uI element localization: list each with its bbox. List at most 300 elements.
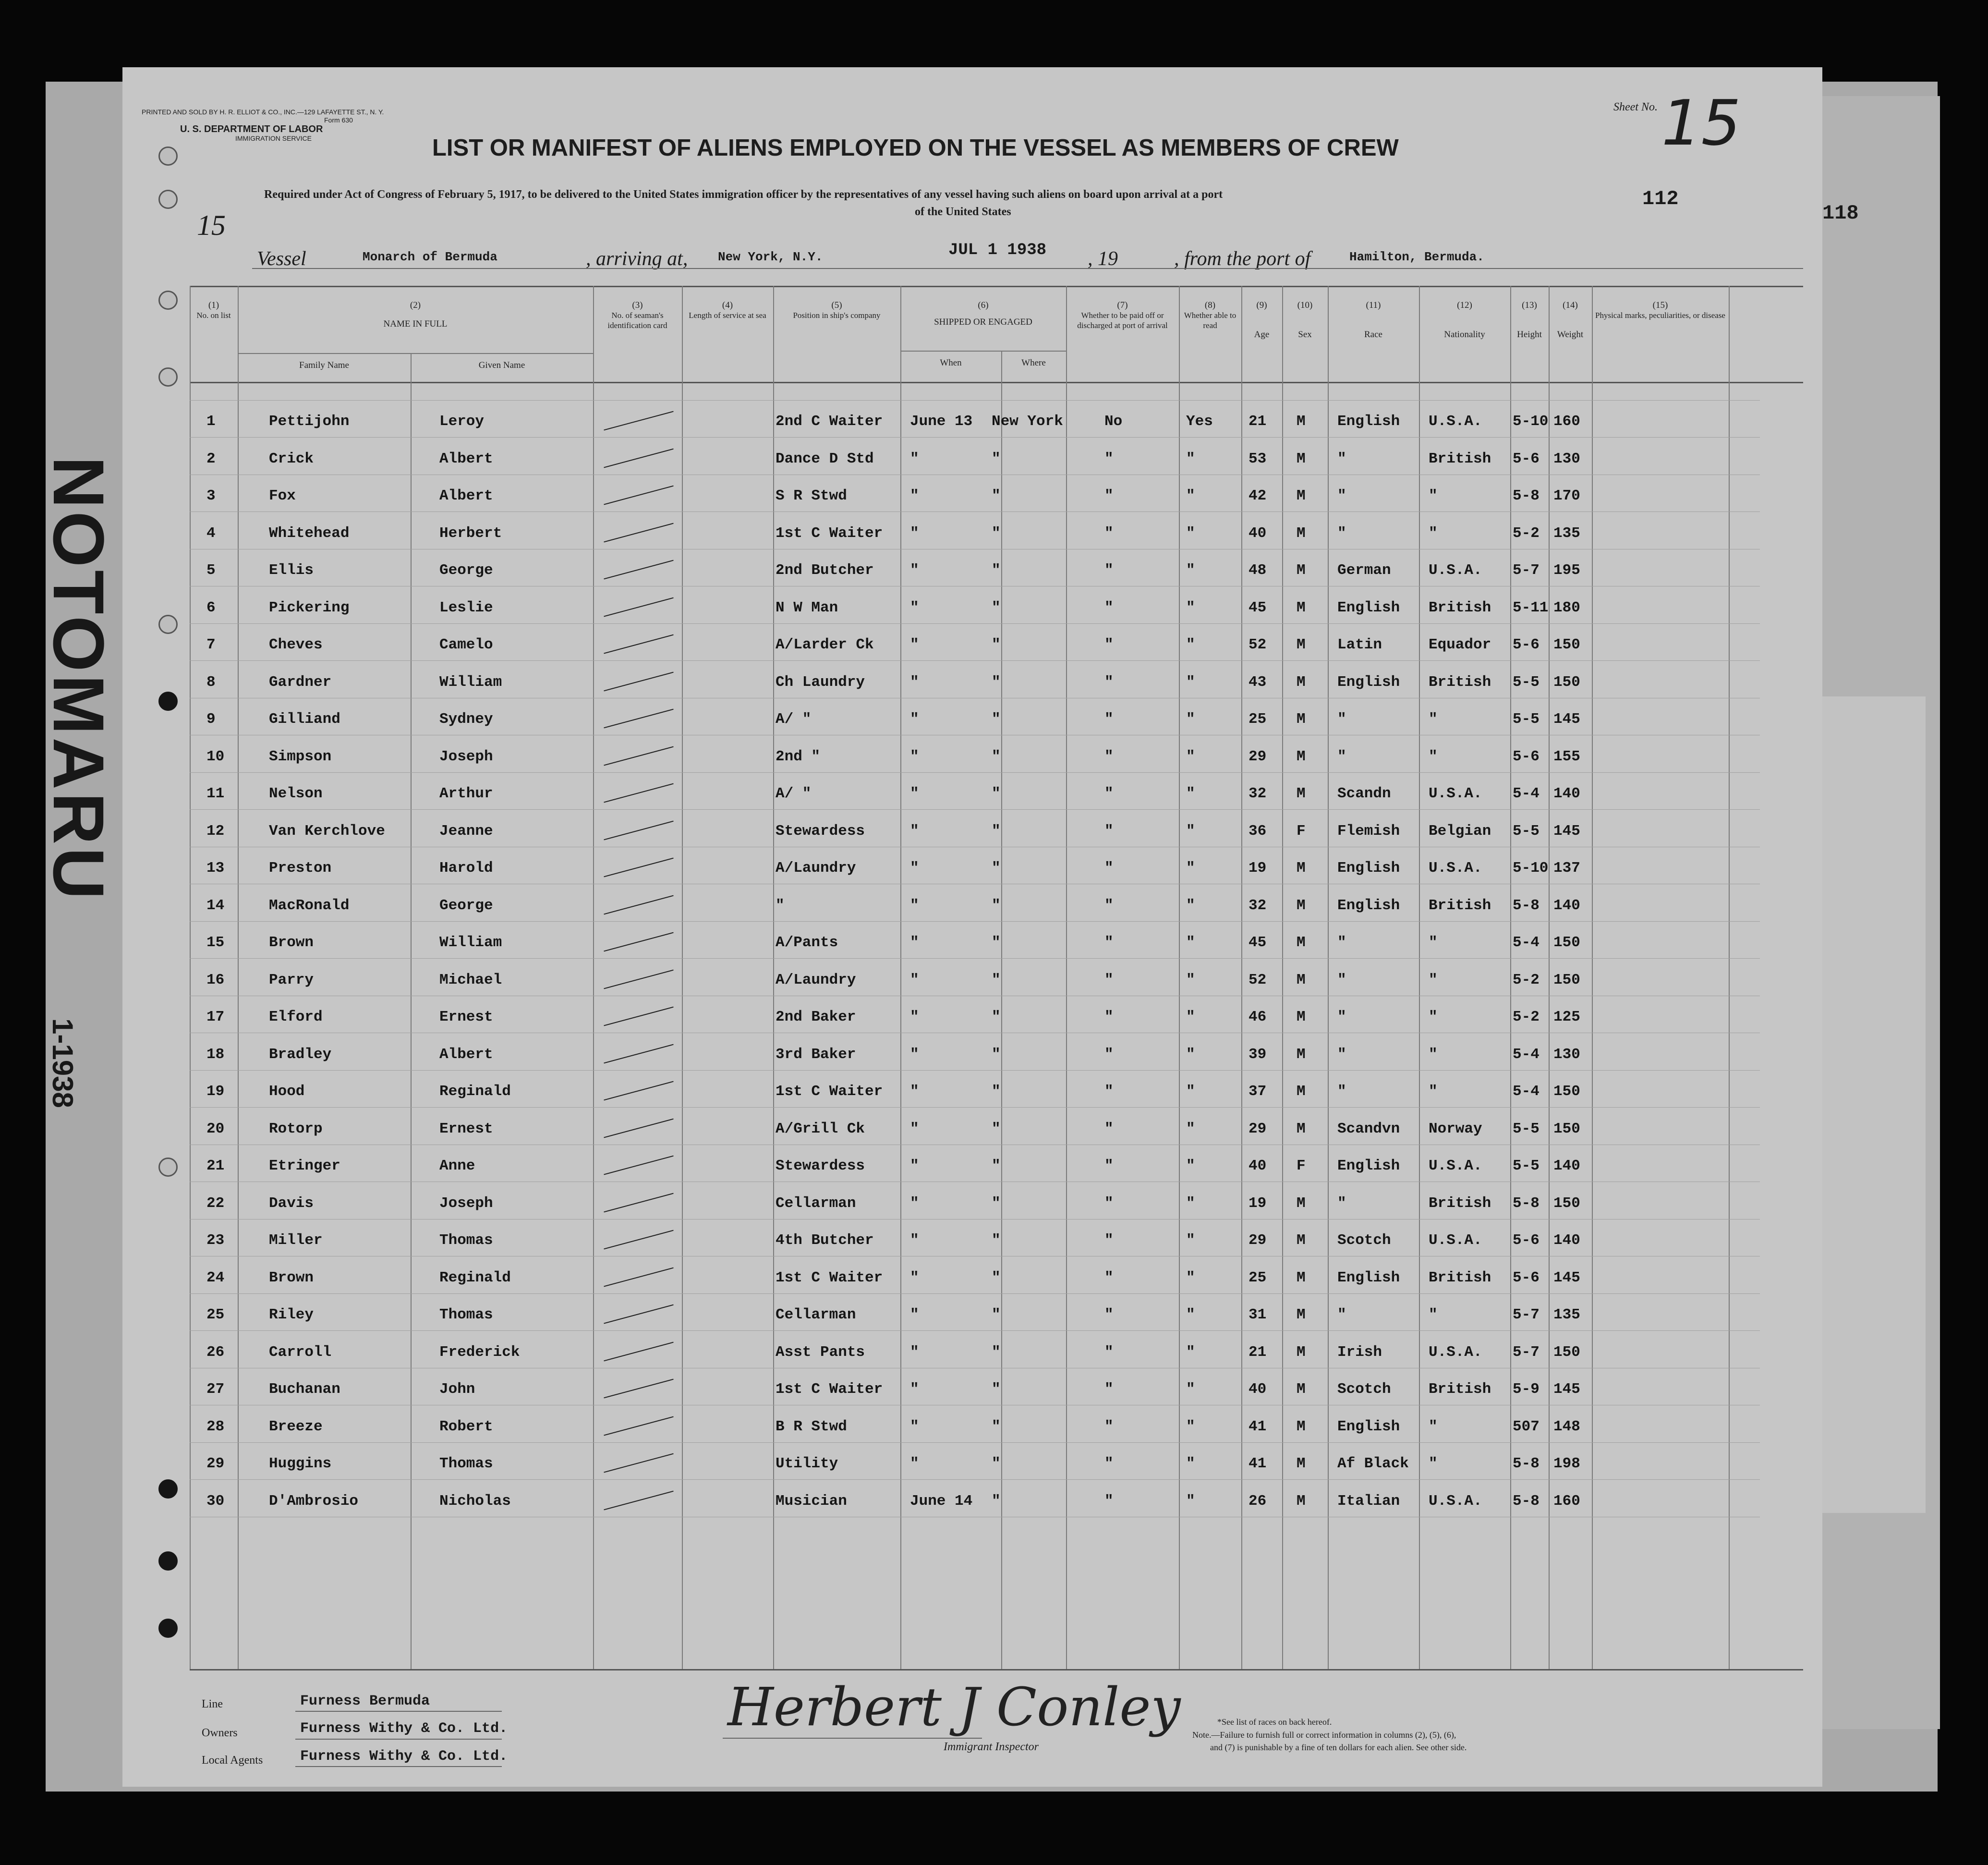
race: " — [1337, 1306, 1346, 1323]
position: Stewardess — [776, 1158, 865, 1174]
age: 29 — [1249, 748, 1267, 765]
shipped-when: " — [910, 599, 919, 616]
given-name: Reginald — [439, 1083, 511, 1100]
given-name: George — [439, 897, 493, 914]
weight: 155 — [1553, 748, 1580, 765]
row-rule — [190, 437, 1760, 438]
paid-off: " — [1104, 636, 1114, 653]
departure-port: Hamilton, Bermuda. — [1349, 250, 1484, 264]
paid-off: " — [1104, 971, 1114, 988]
height: 5-5 — [1513, 822, 1539, 840]
sex: M — [1297, 785, 1306, 802]
shipped-where: " — [992, 450, 1001, 467]
family-name: Parry — [269, 971, 314, 988]
given-name: Harold — [439, 860, 493, 877]
age: 52 — [1249, 636, 1267, 653]
shipped-where: " — [992, 1120, 1001, 1137]
nationality: " — [1429, 1046, 1438, 1063]
given-name: Robert — [439, 1418, 493, 1435]
able-to-read: " — [1186, 1083, 1195, 1100]
nationality: U.S.A. — [1429, 413, 1482, 430]
position: B R Stwd — [776, 1418, 847, 1435]
agents-label: Local Agents — [202, 1754, 263, 1767]
family-name: Bradley — [269, 1046, 332, 1063]
race: Scandn — [1337, 785, 1391, 802]
col-rule — [593, 286, 594, 1669]
row-number: 5 — [206, 562, 216, 579]
given-name: Frederick — [439, 1343, 520, 1361]
height: 5-5 — [1513, 1120, 1539, 1137]
fine-note-2: and (7) is punishable by a fine of ten dollars for each alien. See other side. — [1210, 1743, 1467, 1752]
stamp-112: 112 — [1642, 187, 1679, 210]
arrival-date: JUL 1 1938 — [948, 241, 1047, 259]
row-number: 3 — [206, 488, 216, 504]
row-number: 28 — [206, 1418, 225, 1435]
given-name: Albert — [439, 1046, 493, 1063]
able-to-read: Yes — [1186, 413, 1213, 430]
position: A/Grill Ck — [776, 1120, 865, 1137]
paid-off: " — [1104, 1381, 1114, 1398]
table-top-rule — [190, 286, 1803, 287]
given-name: Ernest — [439, 1120, 493, 1137]
position: Utility — [776, 1455, 838, 1472]
height: 5-6 — [1513, 636, 1539, 653]
family-name: Gilliand — [269, 711, 340, 728]
row-number: 24 — [206, 1269, 225, 1286]
nationality: " — [1429, 748, 1438, 765]
shipped-when: " — [910, 1195, 919, 1212]
weight: 137 — [1553, 860, 1580, 877]
shipped-when: June 14 — [910, 1492, 973, 1510]
age: 40 — [1249, 1381, 1267, 1398]
shipped-when: " — [910, 1232, 919, 1249]
col-rule — [682, 286, 683, 1669]
able-to-read: " — [1186, 636, 1195, 653]
shipped-where: " — [992, 1009, 1001, 1025]
family-name: Ellis — [269, 562, 314, 579]
age: 45 — [1249, 934, 1267, 951]
able-to-read: " — [1186, 673, 1195, 691]
shipped-when: " — [910, 673, 919, 691]
height: 5-8 — [1513, 488, 1539, 504]
position: A/Pants — [776, 934, 838, 951]
form-number: Form 630 — [324, 116, 353, 124]
sex: M — [1297, 1083, 1306, 1100]
col6b-header: Where — [1021, 358, 1046, 368]
height: 5-8 — [1513, 897, 1539, 914]
col-rule — [1282, 286, 1283, 1669]
punch-hole — [158, 692, 178, 711]
col2a-header: Family Name — [299, 360, 349, 370]
race: English — [1337, 1158, 1400, 1174]
nationality: British — [1429, 673, 1491, 691]
shipped-when: " — [910, 1009, 919, 1025]
shipped-where: " — [992, 748, 1001, 765]
able-to-read: " — [1186, 897, 1195, 914]
given-name: Michael — [439, 971, 502, 988]
paid-off: " — [1104, 1083, 1114, 1100]
family-name: Breeze — [269, 1418, 323, 1435]
col-rule — [411, 353, 412, 1669]
weight: 148 — [1553, 1418, 1580, 1435]
vessel-underline — [252, 268, 1803, 269]
family-name: Preston — [269, 860, 332, 877]
weight: 140 — [1553, 1232, 1580, 1249]
weight: 150 — [1553, 971, 1580, 988]
id-card-dash — [604, 671, 673, 691]
id-card-dash — [604, 1118, 673, 1138]
given-name: Reginald — [439, 1269, 511, 1286]
given-name: Camelo — [439, 636, 493, 653]
weight: 140 — [1553, 897, 1580, 914]
manifest-sheet — [122, 67, 1859, 1787]
race: English — [1337, 860, 1400, 877]
position: Cellarman — [776, 1195, 856, 1212]
punch-hole — [158, 1158, 178, 1177]
able-to-read: " — [1186, 1120, 1195, 1137]
shipped-when: " — [910, 860, 919, 877]
shipped-when: " — [910, 562, 919, 579]
height: 5-7 — [1513, 562, 1539, 579]
weight: 150 — [1553, 636, 1580, 653]
inspector-signature: Herbert J Conley — [727, 1676, 1181, 1738]
col-rule — [1066, 286, 1067, 1669]
nationality: U.S.A. — [1429, 860, 1482, 877]
id-card-dash — [604, 597, 673, 617]
shipped-where: " — [992, 1083, 1001, 1100]
sex: M — [1297, 711, 1306, 728]
position: Ch Laundry — [776, 673, 865, 691]
able-to-read: " — [1186, 711, 1195, 728]
sex: M — [1297, 1269, 1306, 1286]
race: " — [1337, 748, 1346, 765]
sex: M — [1297, 413, 1306, 430]
shipped-when: " — [910, 711, 919, 728]
sex: M — [1297, 673, 1306, 691]
weight: 150 — [1553, 673, 1580, 691]
able-to-read: " — [1186, 1418, 1195, 1435]
given-name: Albert — [439, 488, 493, 504]
shipped-where: " — [992, 1269, 1001, 1286]
age: 29 — [1249, 1232, 1267, 1249]
id-card-dash — [604, 709, 673, 729]
id-card-dash — [604, 560, 673, 580]
age: 25 — [1249, 711, 1267, 728]
sex: M — [1297, 488, 1306, 504]
shipped-when: " — [910, 636, 919, 653]
given-name: Thomas — [439, 1232, 493, 1249]
row-rule — [190, 772, 1760, 773]
height: 5-10 — [1513, 413, 1549, 430]
race: Scotch — [1337, 1232, 1391, 1249]
nationality: U.S.A. — [1429, 1232, 1482, 1249]
row-number: 13 — [206, 860, 225, 877]
spine-date: 1-1938 — [47, 1018, 79, 1108]
weight: 125 — [1553, 1009, 1580, 1025]
sex: F — [1297, 822, 1306, 840]
race: " — [1337, 934, 1346, 951]
height: 5-2 — [1513, 971, 1539, 988]
position: A/Laundry — [776, 860, 856, 877]
height: 5-4 — [1513, 1046, 1539, 1063]
col6a-header: When — [940, 358, 962, 368]
id-card-dash — [604, 634, 673, 654]
nationality: Equador — [1429, 636, 1491, 653]
position: 1st C Waiter — [776, 1381, 883, 1398]
sex: M — [1297, 1046, 1306, 1063]
able-to-read: " — [1186, 1195, 1195, 1212]
nationality: " — [1429, 971, 1438, 988]
weight: 160 — [1553, 413, 1580, 430]
paid-off: " — [1104, 1046, 1114, 1063]
given-name: Joseph — [439, 748, 493, 765]
nationality: British — [1429, 897, 1491, 914]
sex: M — [1297, 1232, 1306, 1249]
able-to-read: " — [1186, 1343, 1195, 1361]
weight: 135 — [1553, 524, 1580, 542]
owners-value: Furness Withy & Co. Ltd. — [300, 1720, 508, 1737]
age: 42 — [1249, 488, 1267, 504]
position: " — [776, 897, 785, 914]
id-card-dash — [604, 411, 673, 431]
races-note: *See list of races on back hereof. — [1217, 1717, 1332, 1727]
race: " — [1337, 711, 1346, 728]
paid-off: " — [1104, 822, 1114, 840]
able-to-read: " — [1186, 599, 1195, 616]
paid-off: " — [1104, 934, 1114, 951]
weight: 198 — [1553, 1455, 1580, 1472]
punch-hole — [158, 367, 178, 387]
punch-hole — [158, 190, 178, 209]
nationality: " — [1429, 711, 1438, 728]
weight: 150 — [1553, 934, 1580, 951]
nationality: " — [1429, 1418, 1438, 1435]
race: Latin — [1337, 636, 1382, 653]
row-number: 29 — [206, 1455, 225, 1472]
paid-off: " — [1104, 1120, 1114, 1137]
row-rule — [190, 660, 1760, 661]
paid-off: " — [1104, 860, 1114, 877]
row-number: 1 — [206, 413, 216, 430]
age: 29 — [1249, 1120, 1267, 1137]
row-rule — [190, 809, 1760, 810]
height: 5-5 — [1513, 711, 1539, 728]
sex: M — [1297, 748, 1306, 765]
paid-off: " — [1104, 599, 1114, 616]
weight: 195 — [1553, 562, 1580, 579]
family-name: Buchanan — [269, 1381, 340, 1398]
height: 5-4 — [1513, 934, 1539, 951]
col3-header: (3) No. of seaman's identification card — [607, 300, 667, 330]
paid-off: " — [1104, 1269, 1114, 1286]
race: " — [1337, 971, 1346, 988]
shipped-when: " — [910, 1158, 919, 1174]
shipped-when: " — [910, 785, 919, 802]
family-name: Van Kerchlove — [269, 822, 385, 840]
row-number: 11 — [206, 785, 225, 802]
able-to-read: " — [1186, 562, 1195, 579]
position: A/ " — [776, 785, 812, 802]
row-rule — [190, 400, 1760, 401]
family-name: Brown — [269, 1269, 314, 1286]
nationality: U.S.A. — [1429, 1158, 1482, 1174]
paid-off: " — [1104, 1343, 1114, 1361]
col-rule — [1729, 286, 1730, 1669]
position: 2nd " — [776, 748, 821, 765]
shipped-where: " — [992, 860, 1001, 877]
row-number: 19 — [206, 1083, 225, 1100]
shipped-where: " — [992, 599, 1001, 616]
age: 52 — [1249, 971, 1267, 988]
shipped-when: June 13 — [910, 413, 973, 430]
height: 5-2 — [1513, 1009, 1539, 1025]
punch-hole — [158, 291, 178, 310]
subtitle-line-2: of the United States — [915, 206, 1011, 218]
able-to-read: " — [1186, 748, 1195, 765]
given-name: Joseph — [439, 1195, 493, 1212]
given-name: Ernest — [439, 1009, 493, 1025]
id-card-dash — [604, 1453, 673, 1473]
shipped-when: " — [910, 971, 919, 988]
id-card-dash — [604, 1304, 673, 1324]
row-number: 2 — [206, 450, 216, 467]
shipped-where: " — [992, 1492, 1001, 1510]
shipped-when: " — [910, 1455, 919, 1472]
race: English — [1337, 1418, 1400, 1435]
shipped-when: " — [910, 1046, 919, 1063]
sex: M — [1297, 450, 1306, 467]
shipped-where: " — [992, 673, 1001, 691]
height: 5-4 — [1513, 1083, 1539, 1100]
sex: M — [1297, 1195, 1306, 1212]
height: 5-8 — [1513, 1492, 1539, 1510]
race: Scotch — [1337, 1381, 1391, 1398]
height: 5-5 — [1513, 1158, 1539, 1174]
shipped-when: " — [910, 1381, 919, 1398]
height: 5-4 — [1513, 785, 1539, 802]
family-name: Brown — [269, 934, 314, 951]
height: 5-10 — [1513, 860, 1549, 877]
col-rule — [238, 286, 239, 1669]
sex: F — [1297, 1158, 1306, 1174]
row-number: 9 — [206, 711, 216, 728]
race: Flemish — [1337, 822, 1400, 840]
nationality: " — [1429, 1083, 1438, 1100]
sex: M — [1297, 1381, 1306, 1398]
shipped-where: " — [992, 1046, 1001, 1063]
paid-off: " — [1104, 1306, 1114, 1323]
weight: 145 — [1553, 822, 1580, 840]
row-number: 21 — [206, 1158, 225, 1174]
able-to-read: " — [1186, 1046, 1195, 1063]
shipped-where: " — [992, 711, 1001, 728]
row-rule — [190, 921, 1760, 922]
col1-header: (1) No. on list — [196, 300, 231, 320]
able-to-read: " — [1186, 822, 1195, 840]
age: 25 — [1249, 1269, 1267, 1286]
shipped-where: " — [992, 1381, 1001, 1398]
race: " — [1337, 1009, 1346, 1025]
col-rule — [900, 286, 901, 1669]
id-card-dash — [604, 1193, 673, 1212]
height: 5-7 — [1513, 1306, 1539, 1323]
sex: M — [1297, 1120, 1306, 1137]
shipped-when: " — [910, 748, 919, 765]
family-name: Crick — [269, 450, 314, 467]
id-card-dash — [604, 969, 673, 989]
row-number: 22 — [206, 1195, 225, 1212]
weight: 130 — [1553, 450, 1580, 467]
id-card-dash — [604, 1044, 673, 1063]
able-to-read: " — [1186, 1381, 1195, 1398]
paid-off: " — [1104, 1232, 1114, 1249]
printer-line: PRINTED AND SOLD BY H. R. ELLIOT & CO., INC.—129 LAFAYETTE ST., N. Y. — [142, 108, 384, 116]
paid-off: " — [1104, 524, 1114, 542]
age: 39 — [1249, 1046, 1267, 1063]
col-rule — [1419, 286, 1420, 1669]
family-name: Fox — [269, 488, 296, 504]
sex: M — [1297, 897, 1306, 914]
line-value: Furness Bermuda — [300, 1693, 430, 1709]
able-to-read: " — [1186, 971, 1195, 988]
paid-off: " — [1104, 1492, 1114, 1510]
position: Musician — [776, 1492, 847, 1510]
family-name: Nelson — [269, 785, 323, 802]
given-name: Jeanne — [439, 822, 493, 840]
nationality: U.S.A. — [1429, 562, 1482, 579]
race: Irish — [1337, 1343, 1382, 1361]
age: 41 — [1249, 1455, 1267, 1472]
height: 5-8 — [1513, 1455, 1539, 1472]
punch-hole — [158, 146, 178, 166]
subtitle-line-1: Required under Act of Congress of February 5, 1917, to be delivered to the United States immigration officer by the representatives of any vessel having such aliens on board upon arrival at a port — [264, 188, 1223, 201]
height: 5-8 — [1513, 1195, 1539, 1212]
able-to-read: " — [1186, 1306, 1195, 1323]
punch-hole — [158, 1551, 178, 1571]
col2b-header: Given Name — [478, 360, 525, 370]
table-header-rule — [190, 382, 1803, 383]
nationality: U.S.A. — [1429, 785, 1482, 802]
agents-underline — [295, 1766, 502, 1767]
row-rule — [190, 1293, 1760, 1294]
shipped-where: " — [992, 524, 1001, 542]
weight: 140 — [1553, 785, 1580, 802]
sheet-number: 15 — [1661, 86, 1741, 159]
age: 31 — [1249, 1306, 1267, 1323]
nationality: British — [1429, 1269, 1491, 1286]
col6-header: (6) SHIPPED OR ENGAGED — [934, 300, 1032, 327]
race: " — [1337, 1195, 1346, 1212]
shipped-where: " — [992, 1306, 1001, 1323]
shipped-where: " — [992, 488, 1001, 504]
id-card-dash — [604, 1267, 673, 1287]
from-port-label: , from the port of — [1174, 248, 1311, 270]
race: Italian — [1337, 1492, 1400, 1510]
age: 19 — [1249, 860, 1267, 877]
id-card-dash — [604, 486, 673, 505]
age: 19 — [1249, 1195, 1267, 1212]
id-card-dash — [604, 932, 673, 952]
given-name: George — [439, 562, 493, 579]
row-rule — [190, 1070, 1760, 1071]
row-rule — [190, 1479, 1760, 1480]
id-card-dash — [604, 1081, 673, 1101]
height: 5-6 — [1513, 450, 1539, 467]
able-to-read: " — [1186, 785, 1195, 802]
age: 48 — [1249, 562, 1267, 579]
shipped-where: " — [992, 822, 1001, 840]
sex: M — [1297, 1343, 1306, 1361]
